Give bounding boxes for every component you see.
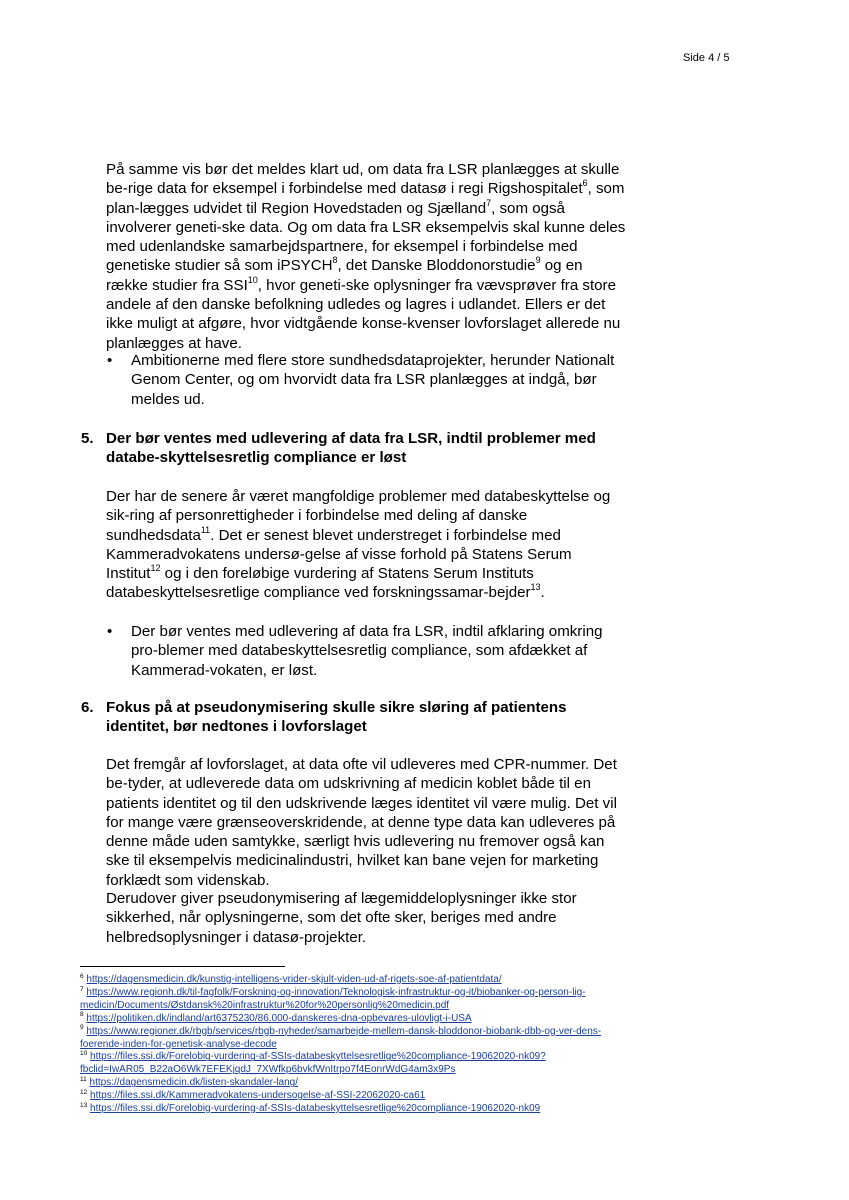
footnote-ref-6[interactable]: 6 — [582, 178, 588, 189]
footnote-ref-12[interactable]: 12 — [150, 563, 161, 574]
paragraph-cpr-number: Det fremgår af lovforslaget, at data ofte vil udleveres med CPR-nummer. Det be-tyder, at udleverede data om udskrivning af medicin koblet både til en patients identitet og til den udskrivende læges identitet vil være mulig. Det vil for mange være grænseoverskridende, at denne type data kan udleveres på denne måde uden samtykke, særligt hvis udlevering nu fremover også kan ske til eksempelvis medicinalindustri, hvilket kan bane vejen for marketing forklædt som videnskab. — [106, 756, 617, 889]
footnote-ref-9[interactable]: 9 — [535, 255, 541, 266]
footnote-number: 10 — [80, 1050, 88, 1058]
footnote-link[interactable]: https://files.ssi.dk/Forelobig-vurdering-af-SSIs-databeskyttelsesretlige%20compliance-19062020-nk09 — [90, 1103, 541, 1115]
footnote-10 — [80, 1051, 640, 1077]
paragraph-text: , det Danske Bloddonorstudie — [337, 257, 536, 275]
paragraph-text: . — [540, 584, 545, 602]
section-heading-6 — [81, 698, 629, 737]
footnote-number: 7 — [80, 985, 84, 993]
footnote-link[interactable]: https://politiken.dk/indland/art6375230/86.000-danskeres-dna-opbevares-ulovligt-i-USA — [86, 1012, 472, 1024]
footnote-number: 13 — [80, 1101, 88, 1109]
footnote-link[interactable]: https://www.regioner.dk/rbgb/services/rbgb-nyheder/samarbejde-mellem-dansk-bloddonor-biobank-dbb-og-ver-dens-foerende-inden-for-genetisk-analyse-decode — [80, 1025, 602, 1050]
footnote-ref-8[interactable]: 8 — [332, 255, 338, 266]
footnote-ref-7[interactable]: 7 — [486, 197, 492, 208]
section-number: 5. — [81, 430, 94, 447]
paragraph-pseudonymisation: Derudover giver pseudonymisering af lægemiddeloplysninger ikke stor sikkerhed, når oplysningerne, som det ofte sker, beriges med andre helbredsoplysninger i datasø-projekter. — [106, 890, 577, 946]
footnote-separator — [80, 966, 285, 967]
section-heading-5 — [81, 429, 629, 468]
footnote-13 — [80, 1103, 640, 1116]
footnote-7 — [80, 987, 640, 1013]
bullet-item-ambitions: Ambitionerne med flere store sundhedsdataprojekter, herunder Nationalt Genom Center, og om hvorvidt data fra LSR planlægges at indgå, bør meldes ud. — [131, 352, 615, 408]
footnote-ref-10[interactable]: 10 — [247, 274, 258, 285]
footnote-link[interactable]: https://files.ssi.dk/Kammeradvokatens-undersogelse-af-SSI-22062020-ca61 — [90, 1090, 426, 1102]
footnotes-list — [80, 974, 640, 1116]
footnote-12 — [80, 1090, 640, 1103]
paragraph-text: , som plan-lægges udvidet til Region Hovedstaden og Sjælland — [106, 180, 625, 217]
paragraph-text: På samme vis bør det meldes klart ud, om data fra LSR planlægges at skulle be-rige data for eksempel i forbindelse med datasø i regi Rigshospitalet — [106, 161, 620, 198]
paragraph-data-protection-problems — [106, 487, 628, 603]
paragraph-text: Der har de senere år været mangfoldige problemer med databeskyttelse og sik-ring af personrettigheder i forbindelse med deling af danske sundhedsdata — [106, 488, 611, 544]
footnote-link[interactable]: https://dagensmedicin.dk/kunstig-intelligens-vrider-skjult-viden-ud-af-rigets-soe-af-patientdata/ — [86, 974, 502, 985]
footnote-link[interactable]: https://files.ssi.dk/Forelobig-vurdering-af-SSIs-databeskyttelsesretlige%20compliance-19062020-nk09?fbclid=IwAR05_B22aO6Wk7EFEKjqdJ_7XWfkp6bvkfWnItrpo7f4EonrWdG4am3x9Ps — [80, 1051, 546, 1076]
paragraph-text: . Det er senest blevet understreget i forbindelse med Kammeradvokatens undersø-gelse af visse forhold på Statens Serum Institut — [106, 526, 572, 583]
bullet-marker: • — [107, 352, 113, 369]
footnote-link[interactable]: https://www.regionh.dk/til-fagfolk/Forskning-og-innovation/Teknologisk-infrastruktur-og-it/biobanker-og-person-lig-medicin/Documents/Østdansk%20infrastruktur%20for%20personlig%20medicin.pdf — [80, 986, 586, 1011]
footnote-11 — [80, 1077, 640, 1090]
bullet-marker: • — [107, 623, 113, 640]
bullet-item-wait-delivery: Der bør ventes med udlevering af data fra LSR, indtil afklaring omkring pro-blemer med databeskyttelsesretlig compliance, som afdækket af Kammerad-vokaten, er løst. — [131, 623, 603, 679]
paragraph-text: og i den foreløbige vurdering af Statens Serum Instituts databeskyttelsesretlige compliance ved forskningssamar-bejder — [106, 565, 534, 602]
footnote-link[interactable]: https://dagensmedicin.dk/listen-skandaler-lang/ — [89, 1077, 298, 1089]
footnote-number: 6 — [80, 972, 84, 980]
page-number: Side 4 / 5 — [683, 52, 730, 64]
footnote-number: 11 — [80, 1075, 87, 1083]
footnote-number: 8 — [80, 1011, 84, 1019]
paragraph-text: , som også involverer geneti-ske data. Og om data fra LSR eksempelvis skal kunne deles med udenlandske samarbejdspartnere, for eksempel i forbindelse med genetiske studier så som iPSYCH — [106, 199, 626, 275]
footnote-ref-11[interactable]: 11 — [200, 524, 211, 535]
footnote-number: 12 — [80, 1088, 88, 1096]
section-number: 6. — [81, 699, 94, 716]
footnote-9 — [80, 1026, 640, 1052]
paragraph-text: og en række studier fra SSI — [106, 257, 583, 294]
section-title: Fokus på at pseudonymisering skulle sikre sløring af patientens identitet, bør nedtones i lovforslaget — [106, 699, 567, 736]
footnote-number: 9 — [80, 1024, 84, 1032]
footnote-6 — [80, 974, 640, 987]
section-title: Der bør ventes med udlevering af data fra LSR, indtil problemer med databe-skyttelsesretlig compliance er løst — [106, 430, 596, 467]
paragraph-lsr-data-enrichment — [106, 160, 628, 353]
footnote-ref-13[interactable]: 13 — [530, 582, 541, 593]
footnote-8 — [80, 1013, 640, 1026]
paragraph-text: , hvor geneti-ske oplysninger fra vævsprøver fra store andele af den danske befolkning udledes og lagres i udlandet. Ellers er det ikke muligt at afgøre, hvor vidtgående konse-kvenser lovforslaget allerede nu planlægges at have. — [106, 276, 621, 352]
